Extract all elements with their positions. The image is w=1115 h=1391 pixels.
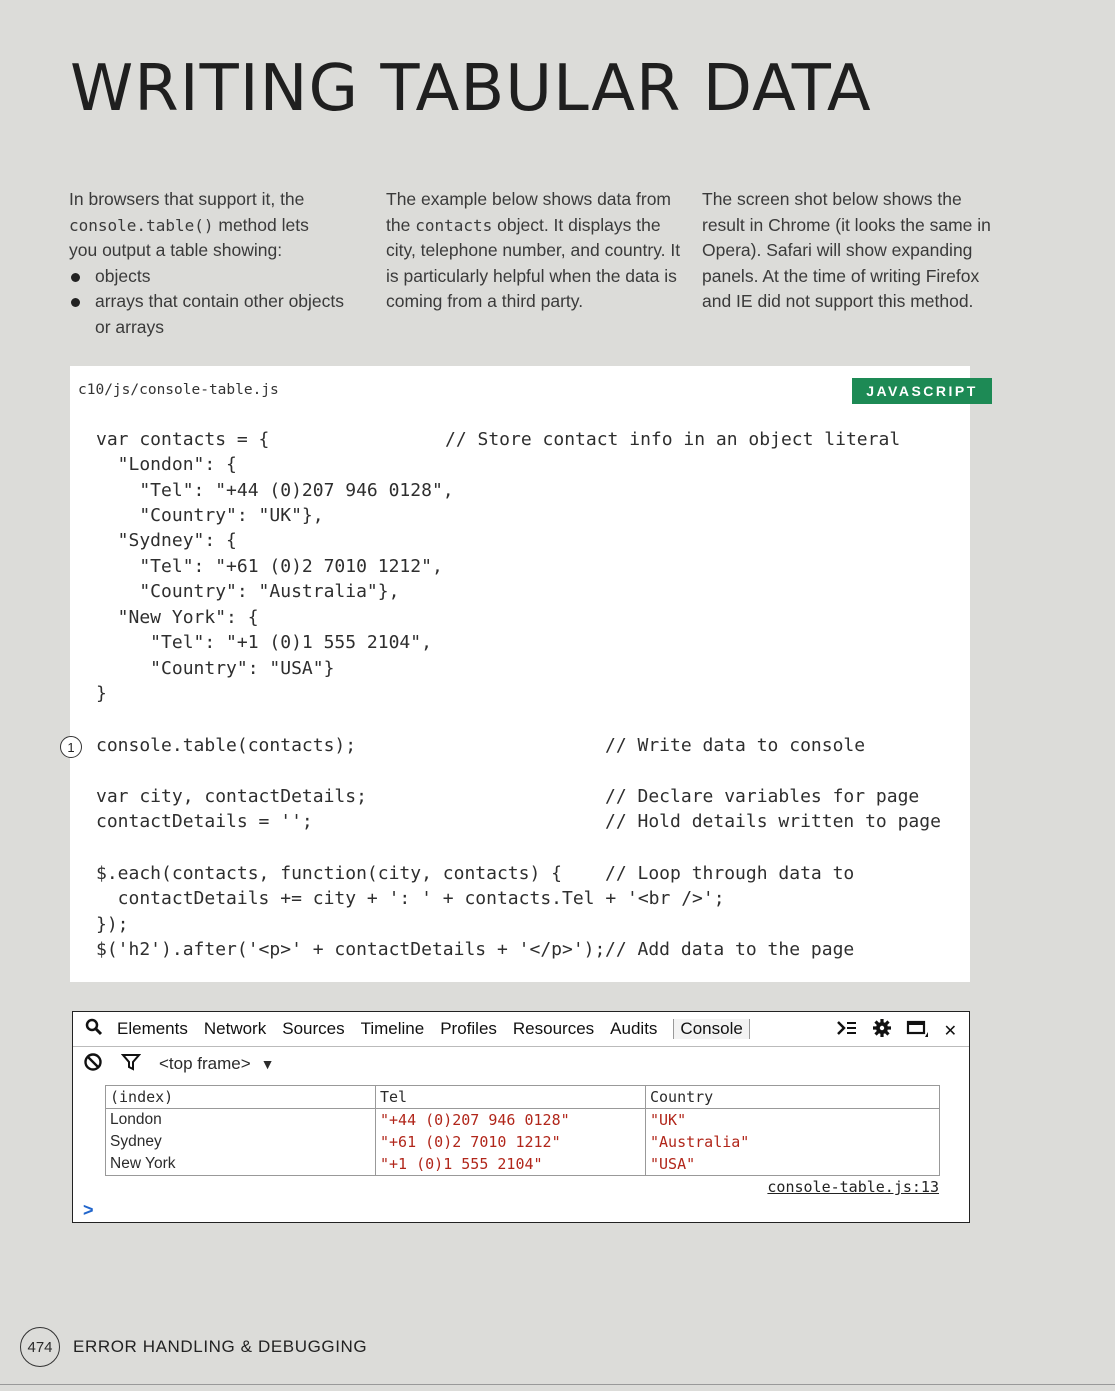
- intro-column-1: [69, 187, 359, 340]
- code-comment: // Add data to the page: [605, 939, 855, 960]
- filter-icon[interactable]: [121, 1052, 141, 1077]
- tab-elements[interactable]: Elements: [117, 1019, 188, 1038]
- column-header: Tel: [376, 1086, 646, 1109]
- code-line: "Country": "UK"},: [96, 505, 324, 526]
- list-item: arrays that contain other objects or arrays: [69, 289, 359, 340]
- column-header: Country: [646, 1086, 940, 1109]
- intro-column-3: The screen shot below shows the result in Chrome (it looks the same in Opera). Safari will show expanding panels. At the time of writing Firefox and IE did not support this method.: [702, 189, 991, 311]
- code-line: "Sydney": {: [96, 530, 237, 551]
- tab-audits[interactable]: Audits: [610, 1019, 658, 1038]
- code-line: });: [96, 914, 129, 935]
- code-line: $.each(contacts, function(city, contacts) {: [96, 863, 562, 884]
- tab-resources[interactable]: Resources: [512, 1019, 595, 1038]
- tab-timeline[interactable]: Timeline: [360, 1019, 425, 1038]
- tab-console[interactable]: Console: [673, 1019, 749, 1039]
- source-link[interactable]: console-table.js:13: [767, 1178, 939, 1196]
- tel-cell: "+61 (0)2 7010 1212": [376, 1131, 646, 1154]
- dock-icon[interactable]: [906, 1018, 930, 1043]
- code-panel: [67, 366, 978, 982]
- devtools-console: [72, 1011, 970, 1223]
- tab-network[interactable]: Network: [203, 1019, 267, 1038]
- frame-selector[interactable]: <top frame>: [159, 1054, 251, 1073]
- code-line: "Tel": "+44 (0)207 946 0128",: [96, 480, 454, 501]
- intro-column-2: The example below shows data from the contacts object. It displays the city, telephone number, and country. It is particularly helpful when the data is coming from a third party.: [386, 189, 681, 311]
- country-cell: "UK": [646, 1108, 940, 1131]
- tel-cell: "+44 (0)207 946 0128": [376, 1108, 646, 1131]
- drawer-toggle-icon[interactable]: [836, 1020, 858, 1041]
- code-line: contactDetails = '';: [96, 811, 313, 832]
- devtools-toolbar: [73, 1012, 969, 1047]
- code-line: "Tel": "+61 (0)2 7010 1212",: [96, 556, 443, 577]
- search-icon[interactable]: [85, 1018, 103, 1041]
- code-line: }: [96, 683, 107, 704]
- code-line: "Tel": "+1 (0)1 555 2104",: [96, 632, 432, 653]
- page-title: WRITING TABULAR DATA: [70, 52, 872, 126]
- index-cell: London: [106, 1108, 376, 1131]
- country-cell: "Australia": [646, 1131, 940, 1154]
- bottom-divider: [0, 1384, 1115, 1385]
- console-table: [105, 1085, 940, 1176]
- step-marker: 1: [60, 736, 82, 758]
- table-row: [106, 1131, 940, 1154]
- code-line: var city, contactDetails;: [96, 786, 367, 807]
- table-row: [106, 1153, 940, 1176]
- toolbar-actions: [836, 1018, 957, 1043]
- console-prompt[interactable]: >: [83, 1200, 94, 1220]
- inline-code: contacts: [415, 215, 493, 235]
- column-header: (index): [106, 1086, 376, 1109]
- code-line: "London": {: [96, 454, 237, 475]
- bullet-list: [69, 264, 359, 341]
- inline-code: console.table(): [69, 215, 214, 235]
- index-cell: New York: [106, 1153, 376, 1176]
- tab-sources[interactable]: Sources: [282, 1019, 345, 1038]
- chapter-title: ERROR HANDLING & DEBUGGING: [73, 1337, 368, 1356]
- file-path: c10/js/console-table.js: [78, 382, 279, 398]
- console-filter-bar: [73, 1048, 969, 1080]
- code-line: "New York": {: [96, 607, 259, 628]
- index-cell: Sydney: [106, 1131, 376, 1154]
- table-row: [106, 1108, 940, 1131]
- code-line: var contacts = {: [96, 429, 270, 450]
- tel-cell: "+1 (0)1 555 2104": [376, 1153, 646, 1176]
- code-line: console.table(contacts);: [96, 735, 357, 756]
- code-comment: // Declare variables for page: [605, 786, 920, 807]
- code-comment: // Hold details written to page: [605, 811, 941, 832]
- gear-icon[interactable]: [872, 1018, 892, 1043]
- code-line: $('h2').after('<p>' + contactDetails + '</p>');: [96, 939, 606, 960]
- dropdown-arrow-icon[interactable]: ▼: [260, 1056, 275, 1072]
- code-comment: // Write data to console: [605, 735, 866, 756]
- code-line: "Country": "USA"}: [96, 658, 335, 679]
- code-comment: // Loop through data to: [605, 863, 855, 884]
- intro-col1-text: In browsers that support it, the console.table() method lets you output a table showing:: [69, 189, 309, 260]
- clear-console-icon[interactable]: [83, 1052, 103, 1077]
- tab-profiles[interactable]: Profiles: [440, 1019, 497, 1038]
- country-cell: "USA": [646, 1153, 940, 1176]
- language-badge: JAVASCRIPT: [852, 378, 992, 404]
- close-icon[interactable]: ✕: [943, 1022, 957, 1040]
- code-line: contactDetails += city + ': ' + contacts.Tel + '<br />';: [96, 888, 725, 909]
- page-number: 474: [20, 1327, 60, 1367]
- code-line: "Country": "Australia"},: [96, 581, 400, 602]
- code-comment: // Store contact info in an object literal: [445, 429, 901, 450]
- list-item: objects: [69, 264, 359, 290]
